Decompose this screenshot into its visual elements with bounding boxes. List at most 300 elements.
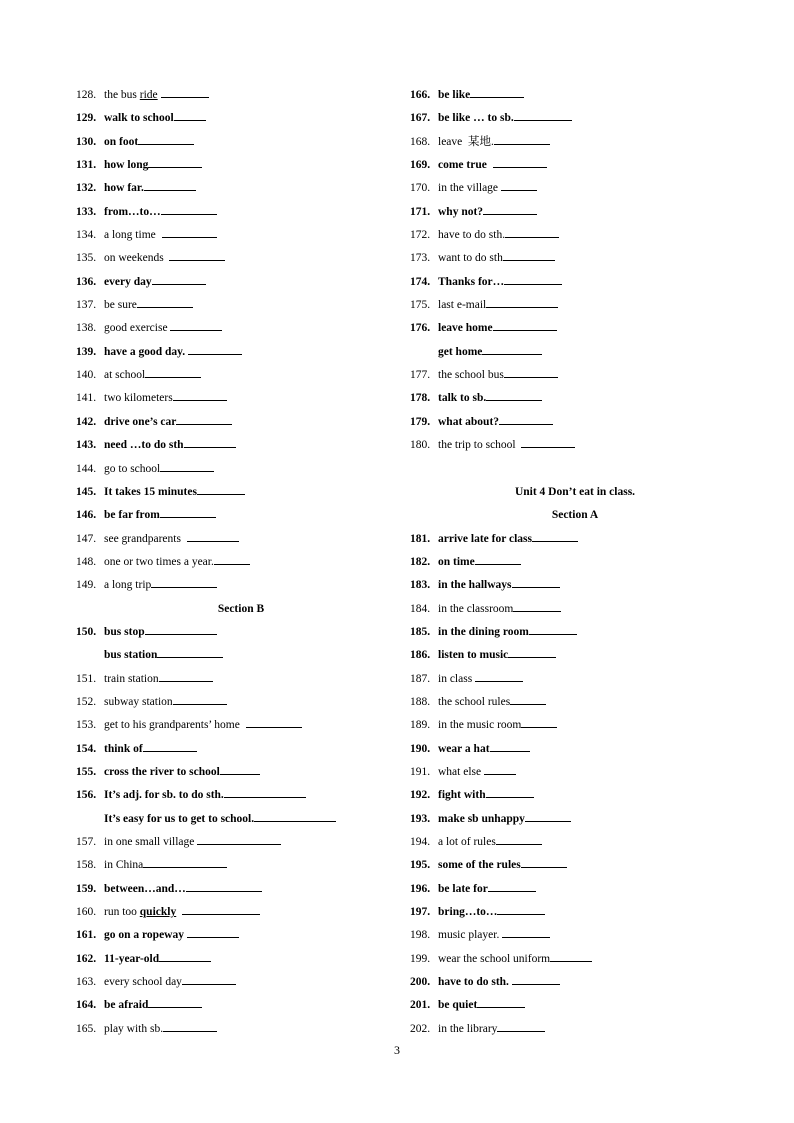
answer-blank[interactable]: [496, 832, 542, 845]
item-number: 153.: [76, 719, 97, 732]
vocab-item: [76, 271, 406, 294]
vocab-item: [410, 598, 740, 621]
left-column: [76, 84, 406, 1041]
item-number: 133.: [76, 205, 97, 218]
answer-blank[interactable]: [483, 202, 537, 215]
answer-blank[interactable]: [145, 365, 201, 378]
item-phrase: It’s easy for us to get to school.: [104, 812, 255, 825]
answer-blank[interactable]: [514, 108, 572, 121]
vocab-item: [76, 831, 406, 854]
item-phrase: the school rules: [438, 695, 511, 708]
item-number: 157.: [76, 836, 97, 848]
vocab-item: [410, 784, 740, 807]
item-number: 159.: [76, 882, 97, 895]
vocab-item: [76, 364, 406, 387]
item-phrase: be quiet: [438, 999, 478, 1012]
item-number: 202.: [410, 1022, 431, 1035]
item-number: 146.: [76, 509, 97, 522]
item-number: 193.: [410, 812, 431, 825]
answer-blank[interactable]: [513, 599, 561, 612]
item-number: 135.: [76, 252, 97, 265]
vocab-item: [76, 294, 406, 317]
item-number: 169.: [410, 159, 431, 172]
answer-blank[interactable]: [197, 482, 245, 495]
item-number: 144.: [76, 462, 97, 475]
answer-blank[interactable]: [163, 1019, 217, 1032]
item-number: 199.: [410, 952, 431, 965]
answer-blank[interactable]: [220, 762, 260, 775]
item-phrase: at school: [104, 369, 146, 382]
item-number: 195.: [410, 859, 431, 872]
answer-blank[interactable]: [176, 412, 232, 425]
answer-blank[interactable]: [246, 715, 302, 728]
item-phrase: good exercise: [104, 322, 171, 335]
item-phrase: Thanks for…: [438, 275, 505, 288]
answer-blank[interactable]: [499, 412, 553, 425]
item-phrase: the school bus: [438, 369, 504, 382]
item-phrase: be sure: [104, 299, 137, 312]
answer-blank[interactable]: [144, 178, 196, 191]
answer-blank[interactable]: [510, 692, 546, 705]
item-phrase: wear the school uniform: [438, 952, 551, 965]
item-phrase: need …to do sth: [104, 439, 184, 452]
answer-blank[interactable]: [137, 295, 193, 308]
answer-blank[interactable]: [151, 575, 217, 588]
vocab-item: [76, 177, 406, 200]
item-phrase: It’s adj. for sb. to do sth.: [104, 789, 224, 802]
item-number: 171.: [410, 205, 431, 218]
vocab-item: [410, 854, 740, 877]
item-number: 183.: [410, 579, 431, 592]
vocab-item: [76, 574, 406, 597]
item-number: 189.: [410, 719, 431, 732]
item-phrase: go on a ropeway: [104, 929, 187, 942]
item-number: 136.: [76, 275, 97, 288]
answer-blank[interactable]: [148, 995, 202, 1008]
vocab-item: [410, 714, 740, 737]
answer-blank[interactable]: [470, 85, 524, 98]
item-phrase: walk to school: [104, 112, 174, 125]
item-phrase: two kilometers: [104, 392, 173, 405]
answer-blank[interactable]: [497, 1019, 545, 1032]
answer-blank[interactable]: [484, 762, 516, 775]
answer-blank[interactable]: [186, 879, 262, 892]
item-phrase: train station: [104, 672, 159, 685]
answer-blank[interactable]: [143, 739, 197, 752]
vocab-item: [76, 387, 406, 410]
item-number: 174.: [410, 275, 431, 288]
vocab-item: [410, 738, 740, 761]
answer-blank[interactable]: [160, 505, 216, 518]
answer-blank[interactable]: [187, 529, 239, 542]
answer-blank[interactable]: [490, 739, 530, 752]
item-number: 164.: [76, 999, 97, 1012]
item-phrase: leave 某地.: [438, 135, 494, 148]
item-phrase: drive one’s car: [104, 415, 177, 428]
vocab-item: [410, 528, 740, 551]
answer-blank[interactable]: [170, 318, 222, 331]
item-number: 188.: [410, 695, 431, 708]
item-number: 145.: [76, 485, 97, 498]
item-phrase: make sb unhappy: [438, 812, 525, 825]
answer-blank[interactable]: [254, 809, 336, 822]
answer-blank[interactable]: [197, 832, 281, 845]
item-phrase: every school day: [104, 976, 182, 989]
item-phrase: how far.: [104, 182, 144, 195]
item-number: 200.: [410, 976, 431, 989]
vocab-item: [410, 411, 740, 434]
item-phrase: on foot: [104, 135, 139, 148]
item-number: 167.: [410, 112, 431, 125]
vocab-item: [76, 761, 406, 784]
item-phrase: 11-year-old: [104, 952, 160, 965]
answer-blank[interactable]: [486, 785, 534, 798]
answer-blank[interactable]: [512, 972, 560, 985]
answer-blank[interactable]: [482, 342, 542, 355]
vocab-item: [410, 458, 740, 481]
item-phrase: the trip to school: [438, 439, 522, 452]
answer-blank[interactable]: [182, 972, 236, 985]
item-phrase: in class: [438, 672, 476, 685]
item-phrase: think of: [104, 742, 143, 755]
vocab-item: [76, 714, 406, 737]
item-number: 156.: [76, 789, 97, 802]
answer-blank[interactable]: [214, 552, 250, 565]
item-phrase: have to do sth.: [438, 976, 512, 989]
item-phrase: from…to…: [104, 205, 161, 218]
answer-blank[interactable]: [503, 248, 555, 261]
vocab-item: [410, 831, 740, 854]
vocab-item: [76, 551, 406, 574]
vocab-item: [410, 84, 740, 107]
underlined-word: ride: [139, 89, 158, 101]
vocab-item: [410, 644, 740, 667]
answer-blank[interactable]: [521, 435, 575, 448]
item-number: 158.: [76, 859, 97, 872]
vocab-item: [410, 761, 740, 784]
item-number: 150.: [76, 625, 97, 638]
item-number: 129.: [76, 112, 97, 125]
vocab-item: [76, 644, 406, 667]
vocab-item: [410, 691, 740, 714]
item-phrase: a long time: [104, 229, 162, 242]
item-phrase: in the library: [438, 1022, 498, 1035]
item-number: 161.: [76, 929, 97, 942]
item-number: 182.: [410, 555, 431, 568]
answer-blank[interactable]: [161, 202, 217, 215]
item-number: 179.: [410, 415, 431, 428]
item-phrase: play with sb.: [104, 1022, 164, 1035]
item-phrase: in China: [104, 859, 144, 872]
vocab-item: [76, 481, 406, 504]
answer-blank[interactable]: [162, 225, 217, 238]
item-phrase: bus stop: [104, 625, 145, 638]
item-phrase: arrive late for class: [438, 532, 532, 545]
vocab-item: [76, 201, 406, 224]
answer-blank[interactable]: [143, 855, 227, 868]
item-phrase: in the dining room: [438, 625, 529, 638]
vocab-item: [410, 994, 740, 1017]
item-number: 181.: [410, 532, 431, 545]
answer-blank[interactable]: [188, 342, 242, 355]
item-phrase: a long trip: [104, 579, 152, 592]
section-heading: Section B: [217, 602, 265, 615]
vocab-item: [76, 528, 406, 551]
item-number: 152.: [76, 695, 97, 708]
vocab-item: [410, 224, 740, 247]
vocab-item: [410, 341, 740, 364]
vocab-item: [76, 1018, 406, 1041]
item-number: 160.: [76, 906, 97, 919]
item-number: 178.: [410, 392, 431, 405]
vocab-item: [410, 177, 740, 200]
item-phrase: It takes 15 minutes: [104, 485, 197, 498]
answer-blank[interactable]: [475, 669, 523, 682]
item-phrase: get to his grandparents’ home: [104, 719, 246, 732]
vocab-item: [76, 738, 406, 761]
vocab-item: [410, 808, 740, 831]
answer-blank[interactable]: [161, 85, 209, 98]
vocab-item: [410, 668, 740, 691]
section-heading: Section A: [551, 509, 599, 522]
vocab-item: [76, 154, 406, 177]
item-number: 148.: [76, 555, 97, 568]
answer-blank[interactable]: [508, 645, 556, 658]
item-phrase: in one small village: [104, 836, 198, 848]
item-number: 130.: [76, 135, 97, 148]
vocab-item: [410, 107, 740, 130]
vocab-item: [76, 784, 406, 807]
answer-blank[interactable]: [160, 459, 214, 472]
vocab-item: [76, 854, 406, 877]
item-phrase: be afraid: [104, 999, 149, 1012]
item-number: 162.: [76, 952, 97, 965]
vocab-item: [76, 411, 406, 434]
answer-blank[interactable]: [521, 855, 567, 868]
vocab-item: [76, 948, 406, 971]
item-number: 194.: [410, 836, 431, 848]
answer-blank[interactable]: [502, 925, 550, 938]
vocab-item: [410, 434, 740, 457]
item-number: 142.: [76, 415, 97, 428]
vocab-item: [76, 458, 406, 481]
item-phrase: talk to sb.: [438, 392, 487, 405]
answer-blank[interactable]: [159, 669, 213, 682]
vocab-item: [76, 84, 406, 107]
item-number: 186.: [410, 649, 431, 662]
item-number: 184.: [410, 602, 431, 615]
item-number: 154.: [76, 742, 97, 755]
item-number: 180.: [410, 439, 431, 452]
answer-blank[interactable]: [504, 272, 562, 285]
item-number: 176.: [410, 322, 431, 335]
answer-blank[interactable]: [477, 995, 525, 1008]
answer-blank[interactable]: [169, 248, 225, 261]
right-column: [410, 84, 740, 1041]
vocab-item: [410, 971, 740, 994]
item-phrase: have to do sth.: [438, 229, 506, 242]
vocab-item: [76, 107, 406, 130]
vocab-item: [410, 364, 740, 387]
item-phrase: leave home: [438, 322, 493, 335]
item-number: 137.: [76, 299, 97, 312]
answer-blank[interactable]: [138, 132, 194, 145]
item-phrase: in the music room: [438, 719, 522, 732]
answer-blank[interactable]: [525, 809, 571, 822]
item-phrase: on time: [438, 555, 475, 568]
item-number: 151.: [76, 672, 97, 685]
item-phrase: fight with: [438, 789, 486, 802]
item-number: 134.: [76, 229, 97, 242]
answer-blank[interactable]: [184, 435, 236, 448]
item-number: 185.: [410, 625, 431, 638]
vocab-item: [410, 387, 740, 410]
item-number: 197.: [410, 906, 431, 919]
item-phrase: go to school: [104, 462, 161, 475]
answer-blank[interactable]: [529, 622, 577, 635]
vocab-item: [76, 994, 406, 1017]
underlined-word: quickly: [139, 906, 177, 919]
vocab-item: [410, 878, 740, 901]
vocab-item: [76, 341, 406, 364]
vocab-item: [410, 294, 740, 317]
answer-blank[interactable]: [182, 902, 260, 915]
item-number: 196.: [410, 882, 431, 895]
item-phrase: wear a hat: [438, 742, 490, 755]
vocab-item: [410, 1018, 740, 1041]
item-number: 147.: [76, 532, 97, 545]
vocab-item: [76, 901, 406, 924]
item-phrase: cross the river to school: [104, 765, 220, 778]
vocab-item: [76, 971, 406, 994]
answer-blank[interactable]: [521, 715, 557, 728]
vocab-item: [410, 131, 740, 154]
answer-blank[interactable]: [173, 388, 227, 401]
answer-blank[interactable]: [224, 785, 306, 798]
answer-blank[interactable]: [152, 272, 206, 285]
answer-blank[interactable]: [173, 692, 227, 705]
vocab-item: [76, 247, 406, 270]
vocab-item: [76, 668, 406, 691]
vocab-item: [410, 574, 740, 597]
item-phrase: between…and…: [104, 882, 186, 895]
vocab-item: [76, 131, 406, 154]
item-number: 175.: [410, 299, 431, 312]
vocab-item: [76, 434, 406, 457]
item-phrase: what else: [438, 765, 484, 778]
item-phrase: in the classroom: [438, 602, 514, 615]
answer-blank[interactable]: [159, 949, 211, 962]
answer-blank[interactable]: [486, 388, 542, 401]
vocab-item: [410, 901, 740, 924]
item-number: 192.: [410, 789, 431, 802]
vocab-item: [410, 317, 740, 340]
item-number: 139.: [76, 345, 97, 358]
item-phrase: how long: [104, 159, 149, 172]
item-number: 173.: [410, 252, 431, 265]
page-number: 3: [394, 1043, 400, 1057]
answer-blank[interactable]: [504, 365, 558, 378]
item-number: 187.: [410, 672, 431, 685]
vocab-item: [410, 948, 740, 971]
answer-blank[interactable]: [494, 132, 550, 145]
vocab-item: [410, 247, 740, 270]
item-phrase: why not?: [438, 205, 484, 218]
vocab-item: [410, 621, 740, 644]
item-number: 201.: [410, 999, 431, 1012]
item-phrase: the bus: [104, 89, 140, 101]
item-number: 166.: [410, 89, 431, 101]
vocab-item: [410, 924, 740, 947]
item-phrase: what about?: [438, 415, 500, 428]
item-number: 141.: [76, 392, 97, 405]
item-phrase: bring…to…: [438, 906, 498, 919]
answer-blank[interactable]: [493, 318, 557, 331]
item-phrase: come true: [438, 159, 493, 172]
answer-blank[interactable]: [187, 925, 239, 938]
answer-blank[interactable]: [157, 645, 223, 658]
section-heading: Unit 4 Don’t eat in class.: [514, 485, 636, 498]
item-phrase: listen to music: [438, 649, 509, 662]
vocab-item: [410, 201, 740, 224]
item-phrase: every day: [104, 275, 152, 288]
item-phrase: music player.: [438, 929, 503, 942]
answer-blank[interactable]: [148, 155, 202, 168]
item-phrase: get home: [438, 345, 483, 358]
answer-blank[interactable]: [174, 108, 206, 121]
item-number: 165.: [76, 1022, 97, 1035]
answer-blank[interactable]: [475, 552, 521, 565]
answer-blank[interactable]: [501, 178, 537, 191]
item-phrase: subway station: [104, 695, 173, 708]
item-number: 131.: [76, 159, 97, 172]
item-phrase: run too: [104, 906, 140, 919]
vocab-item: [76, 691, 406, 714]
answer-blank[interactable]: [550, 949, 592, 962]
item-phrase: be like … to sb.: [438, 112, 514, 125]
vocab-item: [410, 154, 740, 177]
item-phrase: last e-mail: [438, 299, 487, 312]
item-phrase: in the village: [438, 182, 501, 195]
answer-blank[interactable]: [145, 622, 217, 635]
item-number: 155.: [76, 765, 97, 778]
answer-blank[interactable]: [493, 155, 547, 168]
item-number: 128.: [76, 89, 97, 101]
item-number: 191.: [410, 765, 431, 778]
item-phrase: on weekends: [104, 252, 170, 265]
vocab-item: [76, 924, 406, 947]
answer-blank[interactable]: [505, 225, 559, 238]
item-number: 177.: [410, 369, 431, 382]
item-phrase: bus station: [104, 649, 158, 662]
answer-blank[interactable]: [486, 295, 558, 308]
answer-blank[interactable]: [497, 902, 545, 915]
answer-blank[interactable]: [488, 879, 536, 892]
vocab-item: [76, 504, 406, 527]
item-number: 138.: [76, 322, 97, 335]
item-number: 132.: [76, 182, 97, 195]
item-number: 143.: [76, 439, 97, 452]
item-phrase: be late for: [438, 882, 488, 895]
answer-blank[interactable]: [532, 529, 578, 542]
item-phrase: one or two times a year.: [104, 555, 214, 568]
item-number: 149.: [76, 579, 97, 592]
vocab-item: [76, 621, 406, 644]
item-phrase: a lot of rules: [438, 836, 496, 848]
item-phrase: see grandparents: [104, 532, 187, 545]
answer-blank[interactable]: [512, 575, 560, 588]
item-phrase: be far from: [104, 509, 160, 522]
